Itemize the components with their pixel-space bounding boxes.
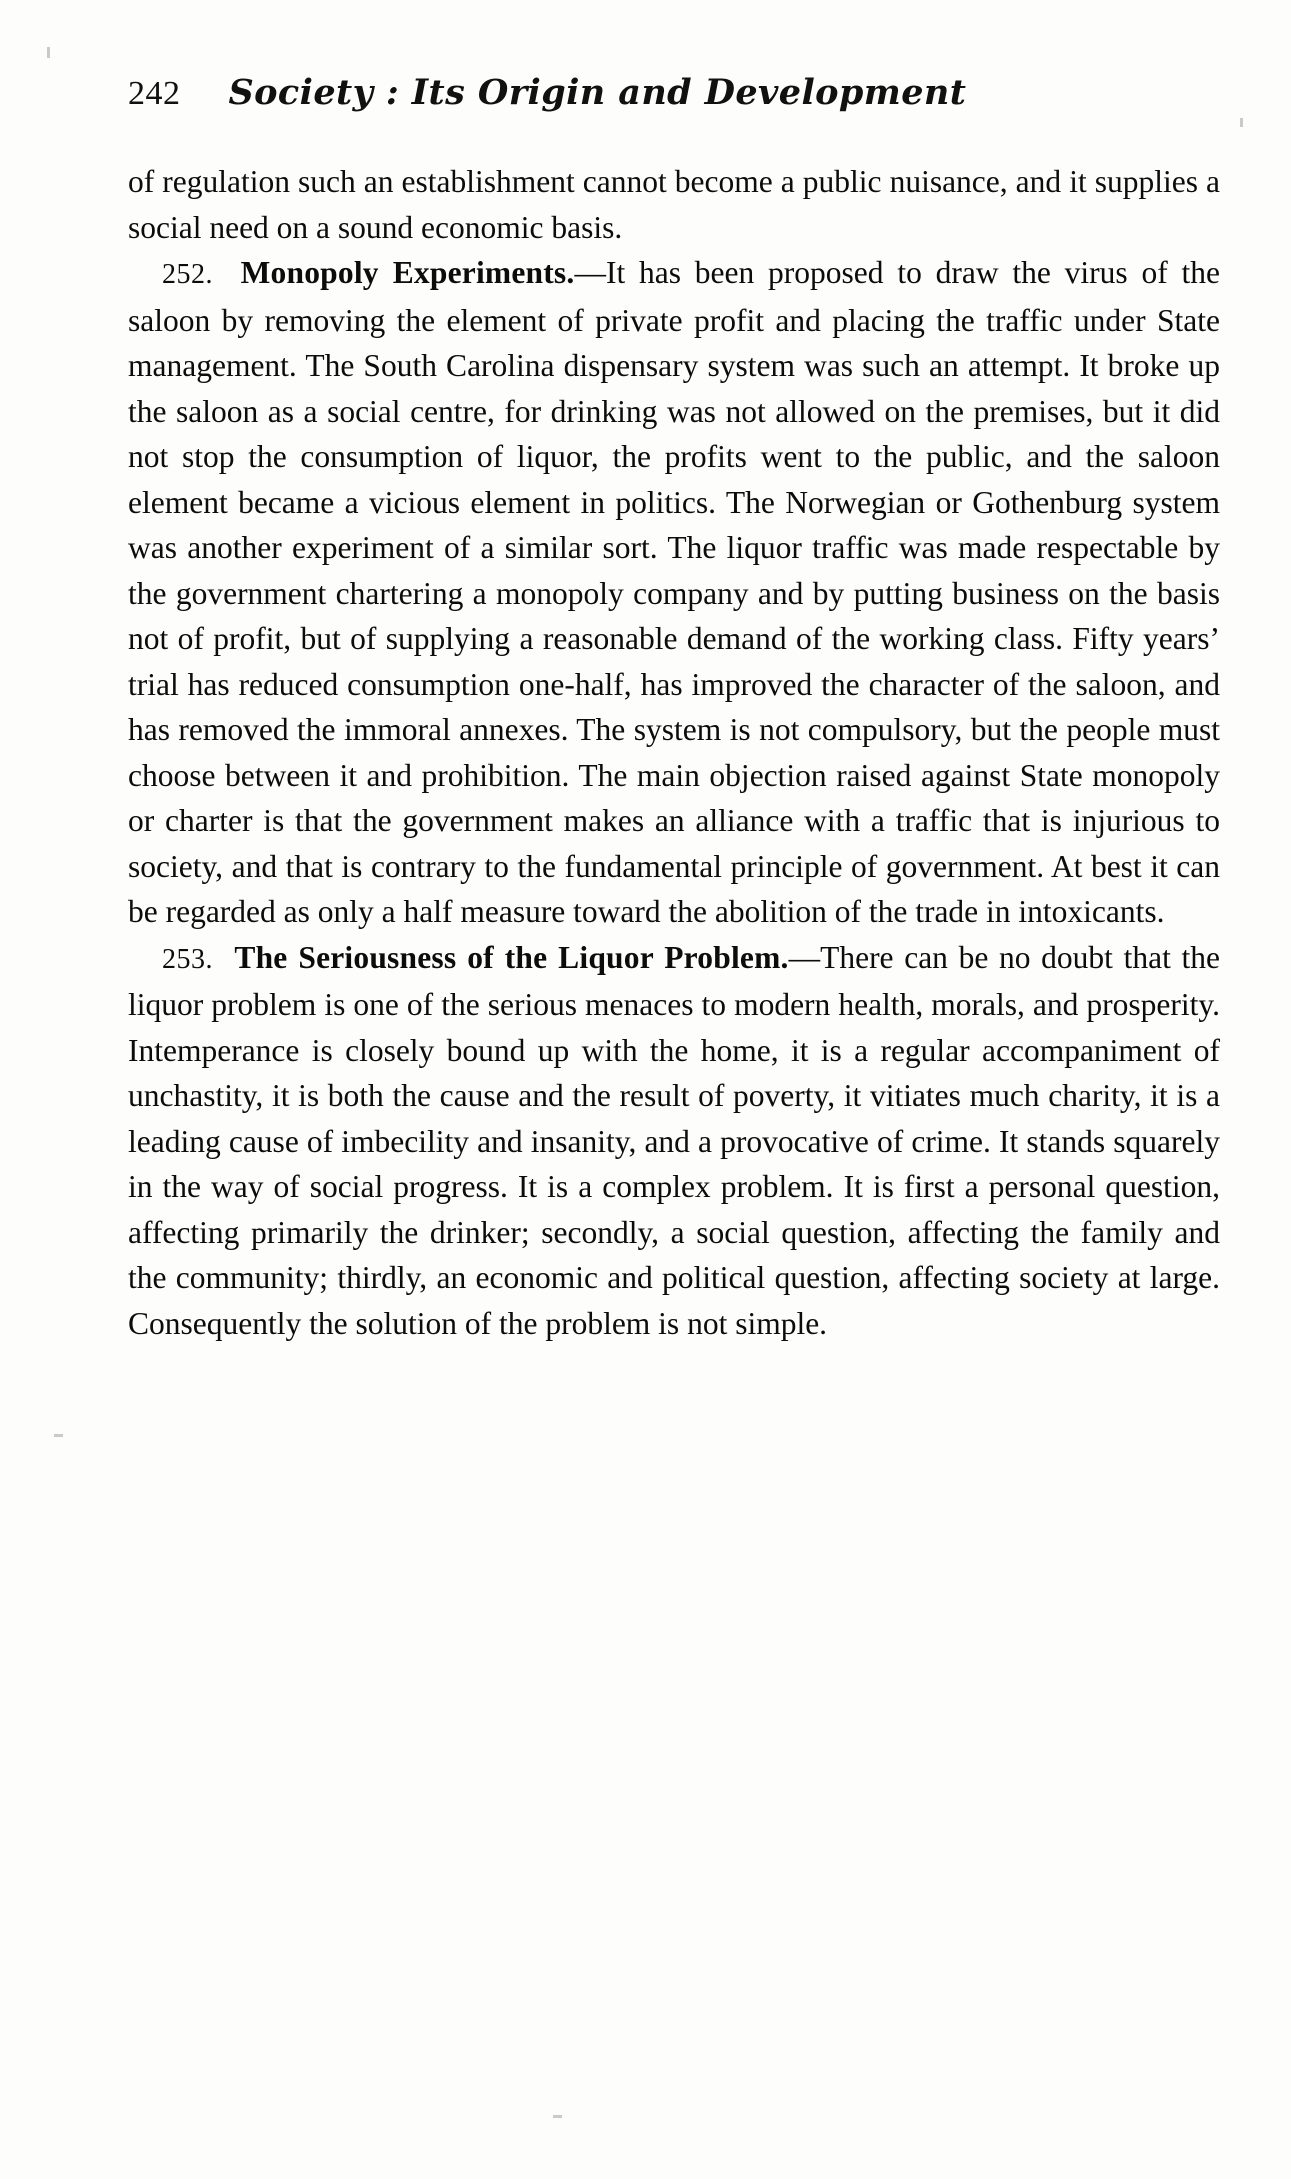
section-number: 253. bbox=[162, 943, 213, 975]
page-edge-mark bbox=[54, 1434, 63, 1437]
section-heading: The Seriousness of the Liquor Problem. bbox=[234, 939, 789, 975]
paragraph-section-252 bbox=[128, 250, 1220, 935]
page-number: 242 bbox=[128, 75, 181, 112]
paragraph-text: of regulation such an establishment cannot become a public nuisance, and it supplies a social need on a sound economic basis. bbox=[128, 164, 1220, 245]
paragraph-section-253 bbox=[128, 935, 1220, 1347]
page-content-area bbox=[128, 72, 1220, 1346]
section-number: 252. bbox=[162, 259, 213, 290]
page-edge-mark bbox=[1240, 118, 1243, 127]
section-heading: Monopoly Experiments. bbox=[240, 255, 575, 290]
paragraph-text: It has been proposed to draw the virus of the saloon by removing the element of private profit and placing the traffic under State management. The South Carolina dispensary system was such an attempt. It broke up the saloon as a social centre, for drinking was not allowed on the premises, but it did not stop the consumption of liquor, the profits went to the public, and the saloon element became a vicious element in politics. The Norwegian or Gothenburg system was another experiment of a similar sort. The liquor traffic was made respectable by the government chartering a monopoly company and by putting business on the basis not of profit, but of supplying a reasonable demand of the working class. Fifty years’ trial has reduced consumption one-half, has improved the character of the saloon, and has removed the immoral annexes. The system is not compulsory, but the people must choose between it and prohibition. The main objection raised against State monopoly or charter is that the government makes an alliance with a traffic that is injurious to society, and that is contrary to the fundamental principle of government. At best it can be regarded as only a half measure toward the abolition of the trade in intoxicants. bbox=[128, 255, 1220, 929]
section-dash: — bbox=[574, 255, 606, 290]
page-edge-mark bbox=[47, 47, 50, 58]
section-dash: — bbox=[788, 939, 821, 975]
body-text bbox=[128, 159, 1220, 1346]
paragraph-text: There can be no doubt that the liquor problem is one of the serious menaces to modern health, morals, and prosperity. Intemperance is closely bound up with the home, it is a regular accompaniment of unchastity, it is both the cause and the result of poverty, it vitiates much charity, it is a leading cause of imbecility and insanity, and a provocative of crime. It stands squarely in the way of social progress. It is a complex problem. It is first a personal question, affecting primarily the drinker; secondly, a social question, affecting the family and the community; thirdly, an economic and political question, affecting society at large. Consequently the solution of the problem is not simple. bbox=[128, 939, 1221, 1341]
running-title: Society : Its Origin and Development bbox=[228, 72, 967, 113]
page-edge-mark bbox=[553, 2115, 562, 2118]
running-head bbox=[128, 72, 1220, 113]
paragraph-continuation bbox=[128, 159, 1220, 250]
